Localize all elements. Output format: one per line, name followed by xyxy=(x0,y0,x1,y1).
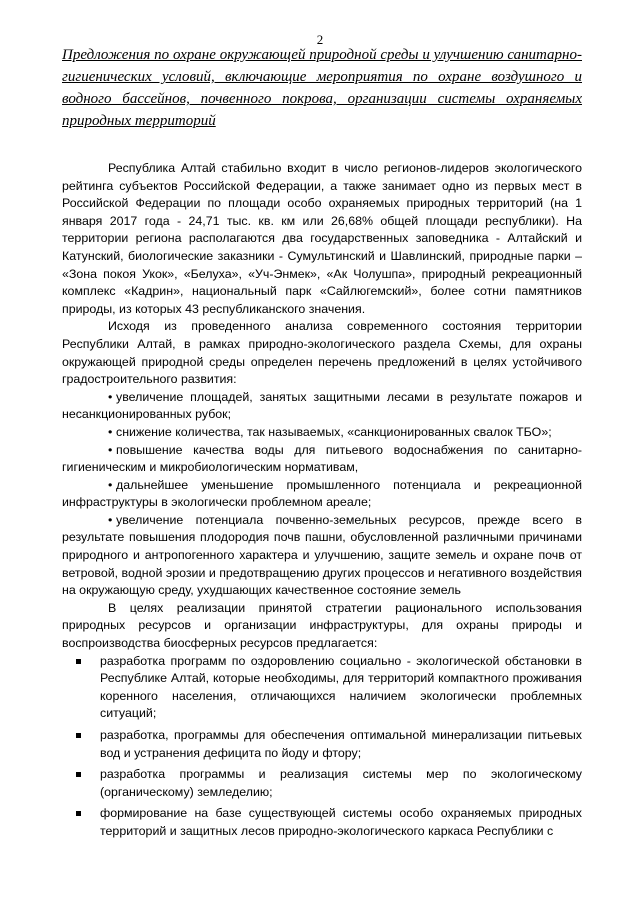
list-item-text: разработка, программы для обеспечения оптимальной минерализации питьевых вод и устранения дефицита по йоду и фтору; xyxy=(100,728,582,760)
dot-item-text: повышение качества воды для питьевого водоснабжения по санитарно-гигиеническим и микробиологическим нормативам, xyxy=(62,442,582,475)
list-item xyxy=(62,766,582,801)
list-item-text: разработка программы и реализация системы мер по экологическому (органическому) земледелию; xyxy=(100,767,582,799)
list-item xyxy=(62,805,582,840)
square-bullet-list xyxy=(62,653,582,841)
square-bullet-icon xyxy=(76,772,81,777)
dot-item-text: увеличение потенциала почвенно-земельных ресурсов, прежде всего в результате повышения плодородия почв пашни, обусловленной различными причинами природного и антропогенного характера и улучшению, защите земель и охране почв от ветровой, водной эрозии и предотвращению других процессов и негативного воздействия на окружающую среду, ухудшающих качественное состояние земель xyxy=(62,512,582,598)
dot-list-item xyxy=(62,424,582,442)
dot-item-text: снижение количества, так называемых, «санкционированных свалок ТБО»; xyxy=(116,424,552,439)
list-item xyxy=(62,727,582,762)
bullet-dot-icon: • xyxy=(108,442,113,457)
section-heading: Предложения по охране окружающей природной среды и улучшению санитарно-гигиенических условий, включающие мероприятия по охране воздушного и водного бассейнов, почвенного покрова, организации системы охраняемых природных территорий xyxy=(62,47,582,129)
document-body xyxy=(62,160,582,845)
square-bullet-icon xyxy=(76,733,81,738)
list-item xyxy=(62,653,582,723)
paragraph-strategy: В целях реализации принятой стратегии рационального использования природных ресурсов и организации инфраструктуры, для охраны природы и воспроизводства биосферных ресурсов предлагается: xyxy=(62,600,582,651)
bullet-dot-icon: • xyxy=(108,477,113,492)
square-bullet-icon xyxy=(76,811,81,816)
page-number: 2 xyxy=(316,32,324,47)
dot-item-text: дальнейшее уменьшение промышленного потенциала и рекреационной инфраструктуры в экологически проблемном ареале; xyxy=(62,477,582,510)
bullet-dot-icon: • xyxy=(108,512,113,527)
dot-list-item xyxy=(62,442,582,477)
dot-item-text: увеличение площадей, занятых защитными лесами в результате пожаров и несанкционированных рубок; xyxy=(62,389,582,422)
dot-list-item xyxy=(62,512,582,600)
list-item-text: разработка программ по оздоровлению социально - экологической обстановки в Республике Алтай, которые необходимы, для территорий компактного проживания коренного населения, отличающихся наличием экологически проблемных ситуаций; xyxy=(100,653,582,721)
bullet-dot-icon: • xyxy=(108,424,113,439)
square-bullet-icon xyxy=(76,659,81,664)
bullet-dot-icon: • xyxy=(108,389,113,404)
dot-list-item xyxy=(62,477,582,512)
paragraph-analysis: Исходя из проведенного анализа современного состояния территории Республики Алтай, в рамках природно-экологического раздела Схемы, для охраны окружающей природной среды определен перечень предложений в целях устойчивого градостроительного развития: xyxy=(62,319,582,387)
list-item-text: формирование на базе существующей системы особо охраняемых природных территорий и защитных лесов природно-экологического каркаса Республики с xyxy=(100,806,582,838)
paragraph-intro: Республика Алтай стабильно входит в число регионов-лидеров экологического рейтинга субъектов Российской Федерации, а также занимает одно из первых мест в Российской Федерации по площади особо охраняемых природных территорий (на 1 января 2017 года - 24,71 тыс. кв. км или 26,68% общей площади республики). На территории региона располагаются два государственных заповедника - Алтайский и Катунский, биологические заказники - Сумультинский и Шавлинский, природные парки – «Зона покоя Укок», «Белуха», «Уч-Энмек», «Ак Чолушпа», природный рекреационный комплекс «Кадрин», национальный парк «Сайлюгемский», более сотни памятников природы, из которых 43 республиканского значения. xyxy=(62,161,582,316)
dot-list-item xyxy=(62,389,582,424)
